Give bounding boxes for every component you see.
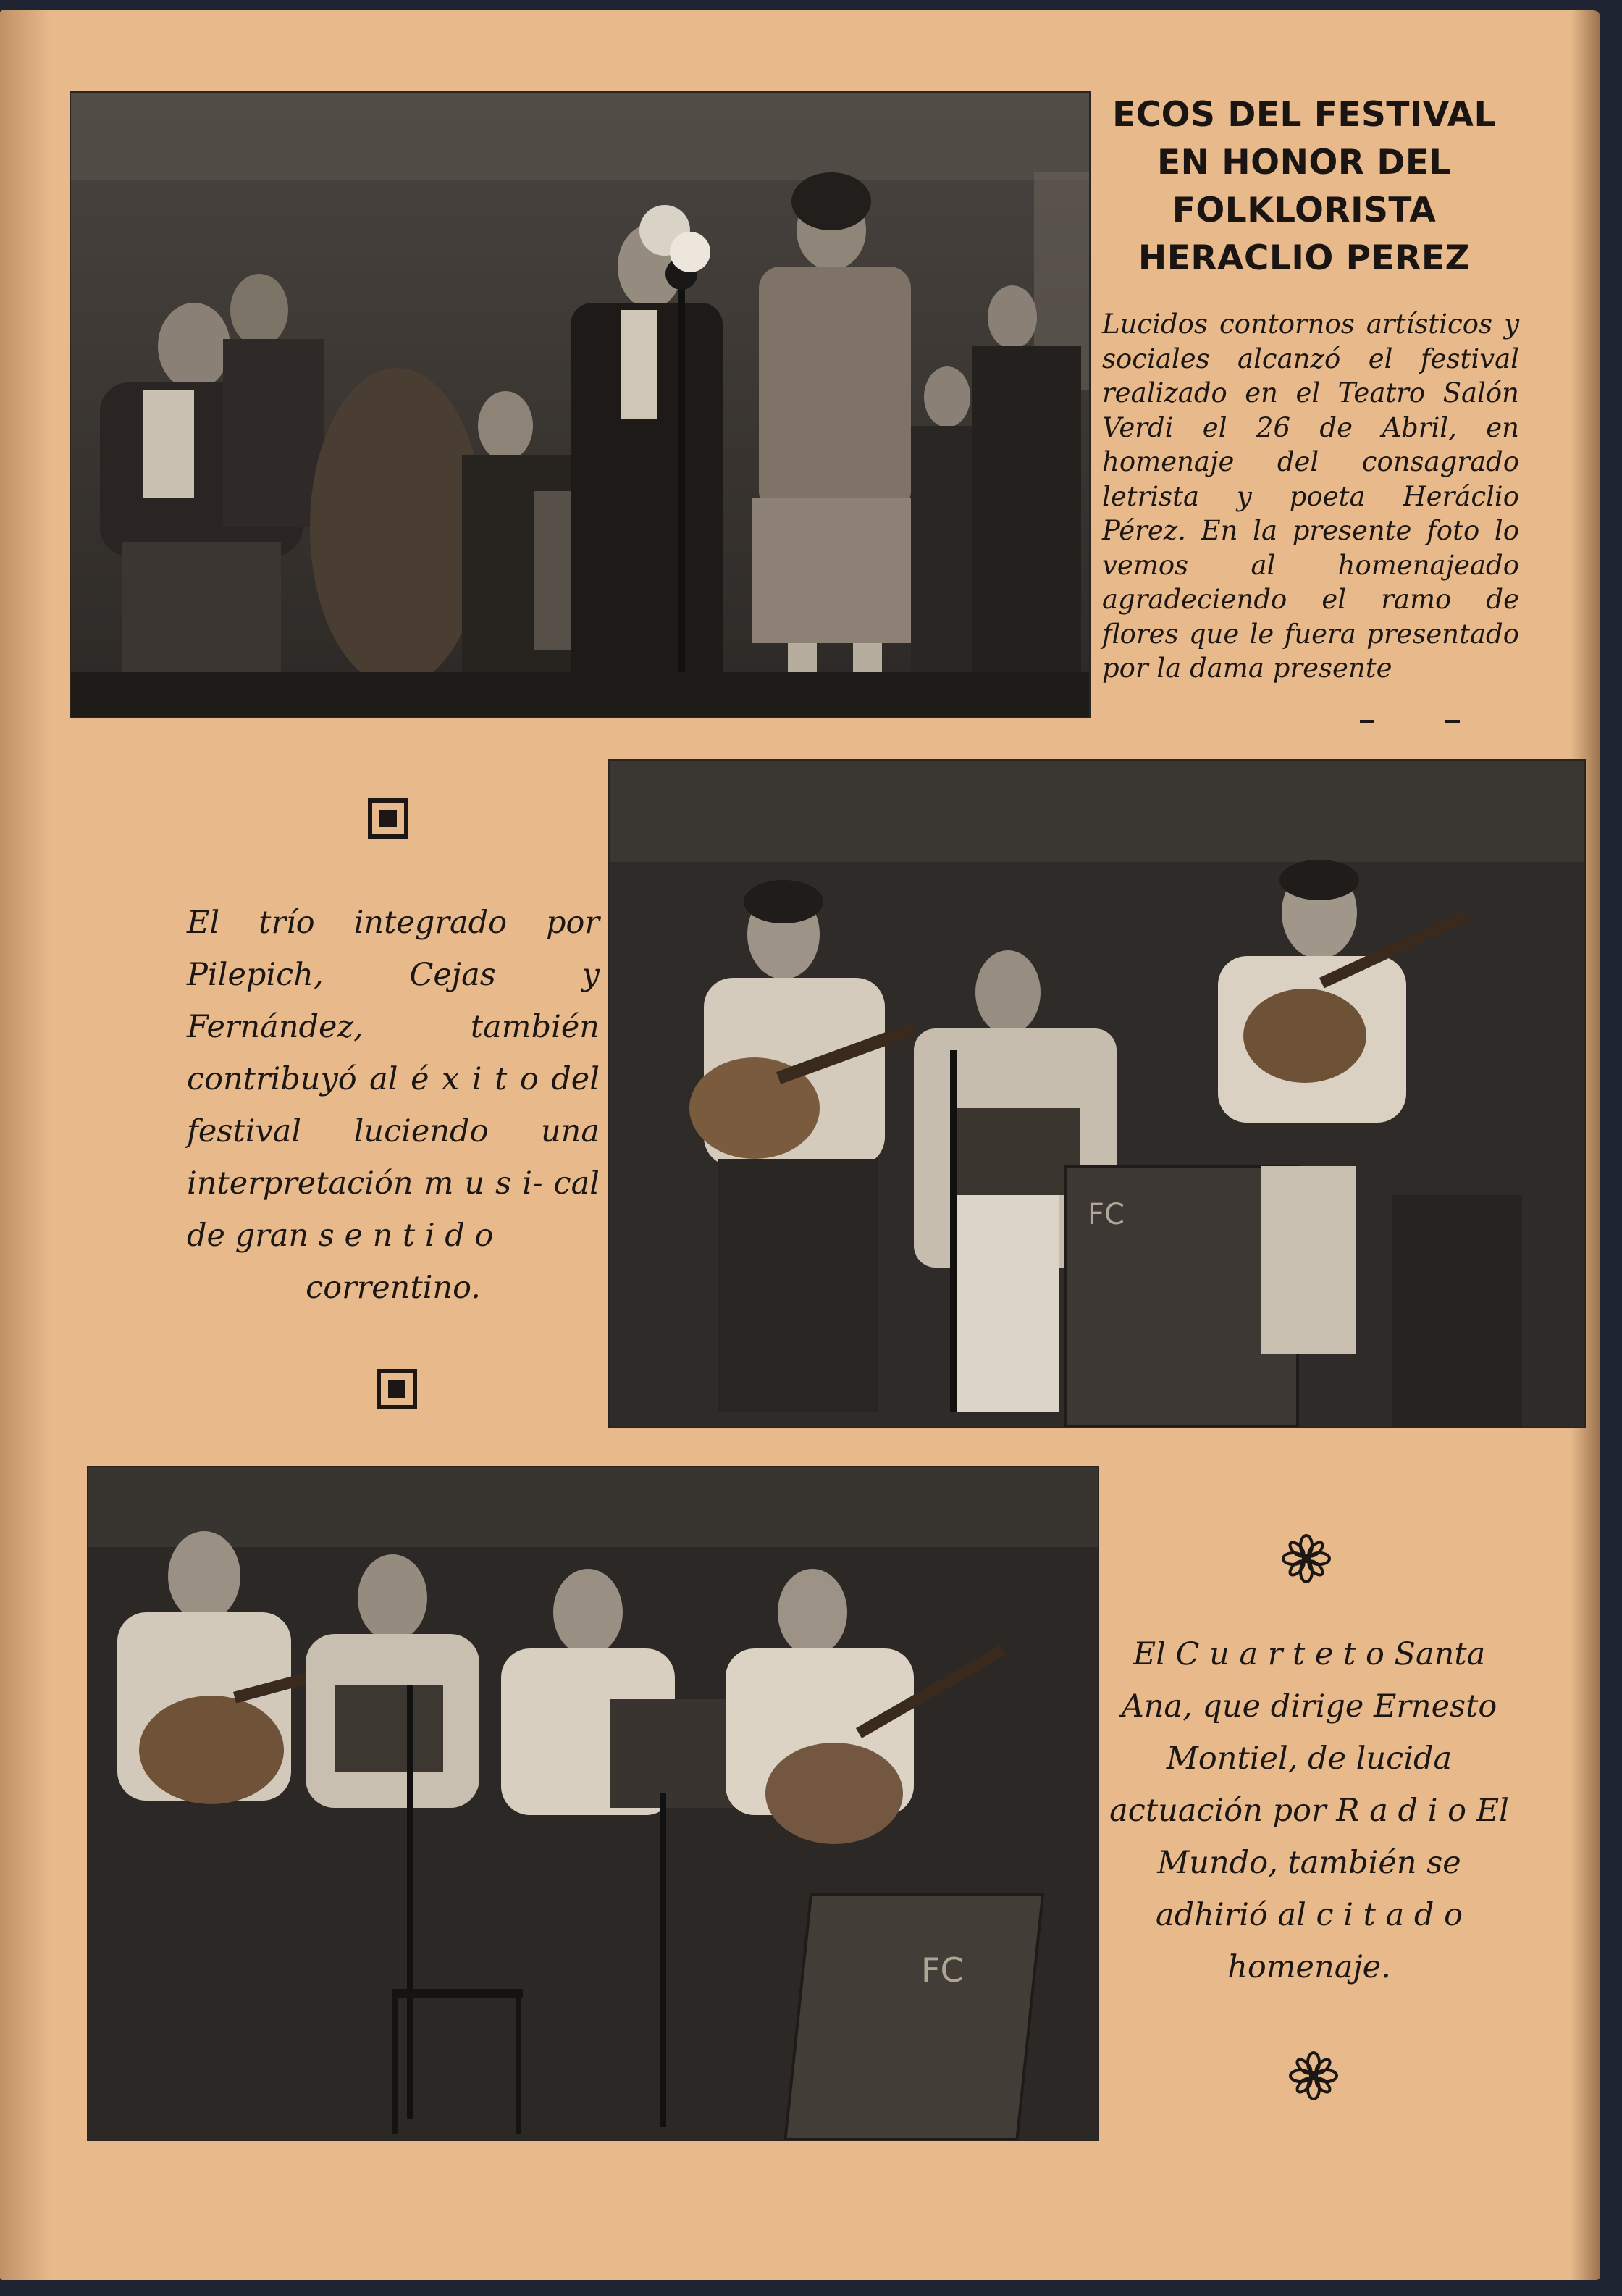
caption-dash-mark [1360,720,1374,723]
homage-photo-illustration [71,93,1089,717]
homage-caption: Lucidos contornos artísticos y sociales alcanzó el festival realizado en el Teatro Salón Verdi el 26 de Abril, en homenaje del consagrado letrista y poeta Heráclio Pérez. En la presente foto lo vemos al homenajeado agradeciendo el ramo de flores que le fuera presentado por la dama presente [1102,309,1519,684]
photo-cuarteto-santa-ana [87,1466,1099,2141]
square-ornament-icon [368,798,408,839]
article-headline: ECOS DEL FESTIVAL EN HONOR DEL FOLKLORISTA HERACLIO PEREZ [1112,95,1496,278]
photo-homage-ceremony [70,91,1091,718]
flower-ornament-icon [1287,2050,1340,2102]
cuarteto-caption: El C u a r t e t o Santa Ana, que dirige Ernesto Montiel, de lucida actuación por R a d i o El Mundo, también se adhirió al c i t a d o homenaje. [1109,1636,1509,1985]
stand-lettering: FC [1088,1198,1125,1231]
magazine-page [0,10,1600,2280]
caption-dash-mark [1445,720,1460,723]
page-edge-shadow-left [0,10,51,2280]
cuarteto-photo-illustration [88,1467,1098,2140]
flower-ornament-icon [1280,1533,1332,1585]
trio-caption-text: El trío integrado por Pilepich, Cejas y Fernández, también contribuyó al é x i t o del festival luciendo una interpretación m u s i- cal de gran s e n t i d o [187,905,600,1254]
square-ornament-icon [377,1369,417,1409]
stand-lettering: FC [921,1951,964,1990]
trio-caption-end: correntino. [306,1270,481,1306]
trio-caption [187,897,600,1314]
photo-trio-performers [608,759,1586,1428]
trio-photo-illustration [610,761,1584,1427]
